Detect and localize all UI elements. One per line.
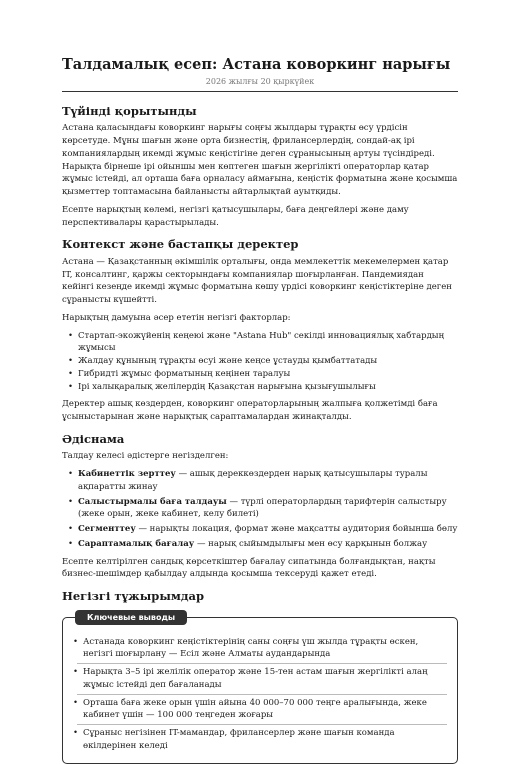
method-term: Сараптамалық бағалау: [78, 538, 195, 549]
report-title: Талдамалық есеп: Астана коворкинг нарығы: [62, 56, 451, 73]
method-heading: Әдіснама: [62, 431, 125, 446]
findings-section: [62, 589, 458, 764]
list-item: • Ірі халықаралық желілердің Қазақстан нарығына қызығушылығы: [72, 381, 458, 394]
key-findings-callout: [62, 612, 458, 764]
list-item: • Гибридті жұмыс форматының кеңінен таралуы: [72, 368, 458, 381]
method-description: — нарық сыйымдылығы мен өсу қарқынын болжау: [194, 538, 428, 549]
context-factors-list: [62, 330, 458, 394]
list-item: • Стартап-экожүйенің кеңеюі және "Astana Hub" секілді инновациялық хабтардың жұмысы: [72, 330, 458, 356]
list-item: [72, 523, 458, 536]
context-heading: Контекст және бастапқы деректер: [62, 237, 299, 252]
list-item: • Нарықта 3–5 ірі желілік оператор және 15-тен астам шағын жергілікті алаң жұмыс істейді деп бағаланады: [77, 666, 447, 695]
report-date: 2026 жылғы 20 қыркүйек: [205, 76, 315, 86]
context-factors-intro: Нарықтың дамуына әсер ететін негізгі факторлар:: [62, 312, 291, 323]
method-description: — түрлі операторлардың тарифтерін салыстыру (жеке орын, жеке кабинет, келу билеті): [78, 496, 447, 520]
list-item: • Астанада коворкинг кеңістіктерінің саны соңғы үш жылда тұрақты өскен, негізгі шоғырлану — Есіл және Алматы аудандарында: [77, 636, 447, 665]
context-paragraph-3: Деректер ашық көздерден, коворкинг операторларының жалпыға қолжетімді баға ұсыныстарынан және нарықтық сараптамалардан жинақталды.: [62, 399, 438, 423]
context-section: [62, 237, 458, 424]
title-divider: [62, 91, 458, 92]
method-term: Сегменттеу: [78, 524, 136, 535]
method-intro: Талдау келесі әдістерге негізделген:: [62, 451, 229, 462]
findings-heading: Негізгі тұжырымдар: [62, 589, 205, 604]
summary-heading: Түйінді қорытынды: [62, 103, 197, 118]
list-item: • Жалдау құнының тұрақты өсуі және кеңсе ұстауды қымбаттатады: [72, 355, 458, 368]
method-term: Салыстырмалы баға талдауы: [78, 496, 227, 507]
list-item: [72, 496, 458, 522]
method-description: — нарықты локация, формат және мақсатты аудитория бойынша бөлу: [135, 524, 458, 535]
method-section: [62, 432, 458, 581]
list-item: [72, 538, 458, 551]
summary-paragraph-1: Астана қаласындағы коворкинг нарығы соңғы жылдары тұрақты өсу үрдісін көрсетуде. Мұны шағын және орта бизнестің, фрилансерлердің, сондай-ақ ірі компаниялардың икемді жұмыс кеңістігіне деген сұранысының артуы түсіндіреді. Нарықта бірнеше ірі ойыншы мен көптеген шағын жергілікті операторлар қатар жұмыс істейді, ал орташа баға орналасу аймағына, кеңістік форматына және қосымша қызметтер топтамасына байланысты айтарлықтай ауытқиды.: [62, 123, 458, 198]
findings-list: [73, 636, 447, 755]
summary-section: [62, 104, 458, 230]
method-list: [62, 468, 458, 551]
method-description: — ашық дереккөздерден нарық қатысушылары туралы ақпаратты жинау: [78, 469, 428, 492]
method-term: Кабинеттік зерттеу: [78, 469, 176, 480]
list-item: • Сұраныс негізінен IT-мамандар, фрилансерлер және шағын команда өкілдерінен келеді: [77, 727, 447, 755]
list-item: • Орташа баға жеке орын үшін айына 40 000–70 000 теңге аралығында, жеке кабинет үшін — 100 000 теңгеден жоғары: [77, 697, 447, 726]
context-paragraph-1: Астана — Қазақстанның әкімшілік орталығы, онда мемлекеттік мекемелермен қатар IT, консалтинг, қаржы секторындағы компаниялар шоғырланған. Пандемиядан кейінгі кезеңде икемді жұмыс форматына көшу үрдісі коворкинг кеңістіктеріне деген сұранысты күшейтті.: [62, 256, 452, 306]
list-item: [72, 468, 458, 494]
summary-paragraph-2: Есепте нарықтың көлемі, негізгі қатысушылары, баға деңгейлері және даму перспективалары қарастырылады.: [62, 204, 409, 228]
callout-label: Ключевые выводы: [75, 610, 187, 625]
method-note: Есепте келтірілген сандық көрсеткіштер бағалау сипатында болғандықтан, нақты бизнес-шешімдер қабылдау алдында қосымша тексеруді қажет етеді.: [62, 556, 436, 580]
